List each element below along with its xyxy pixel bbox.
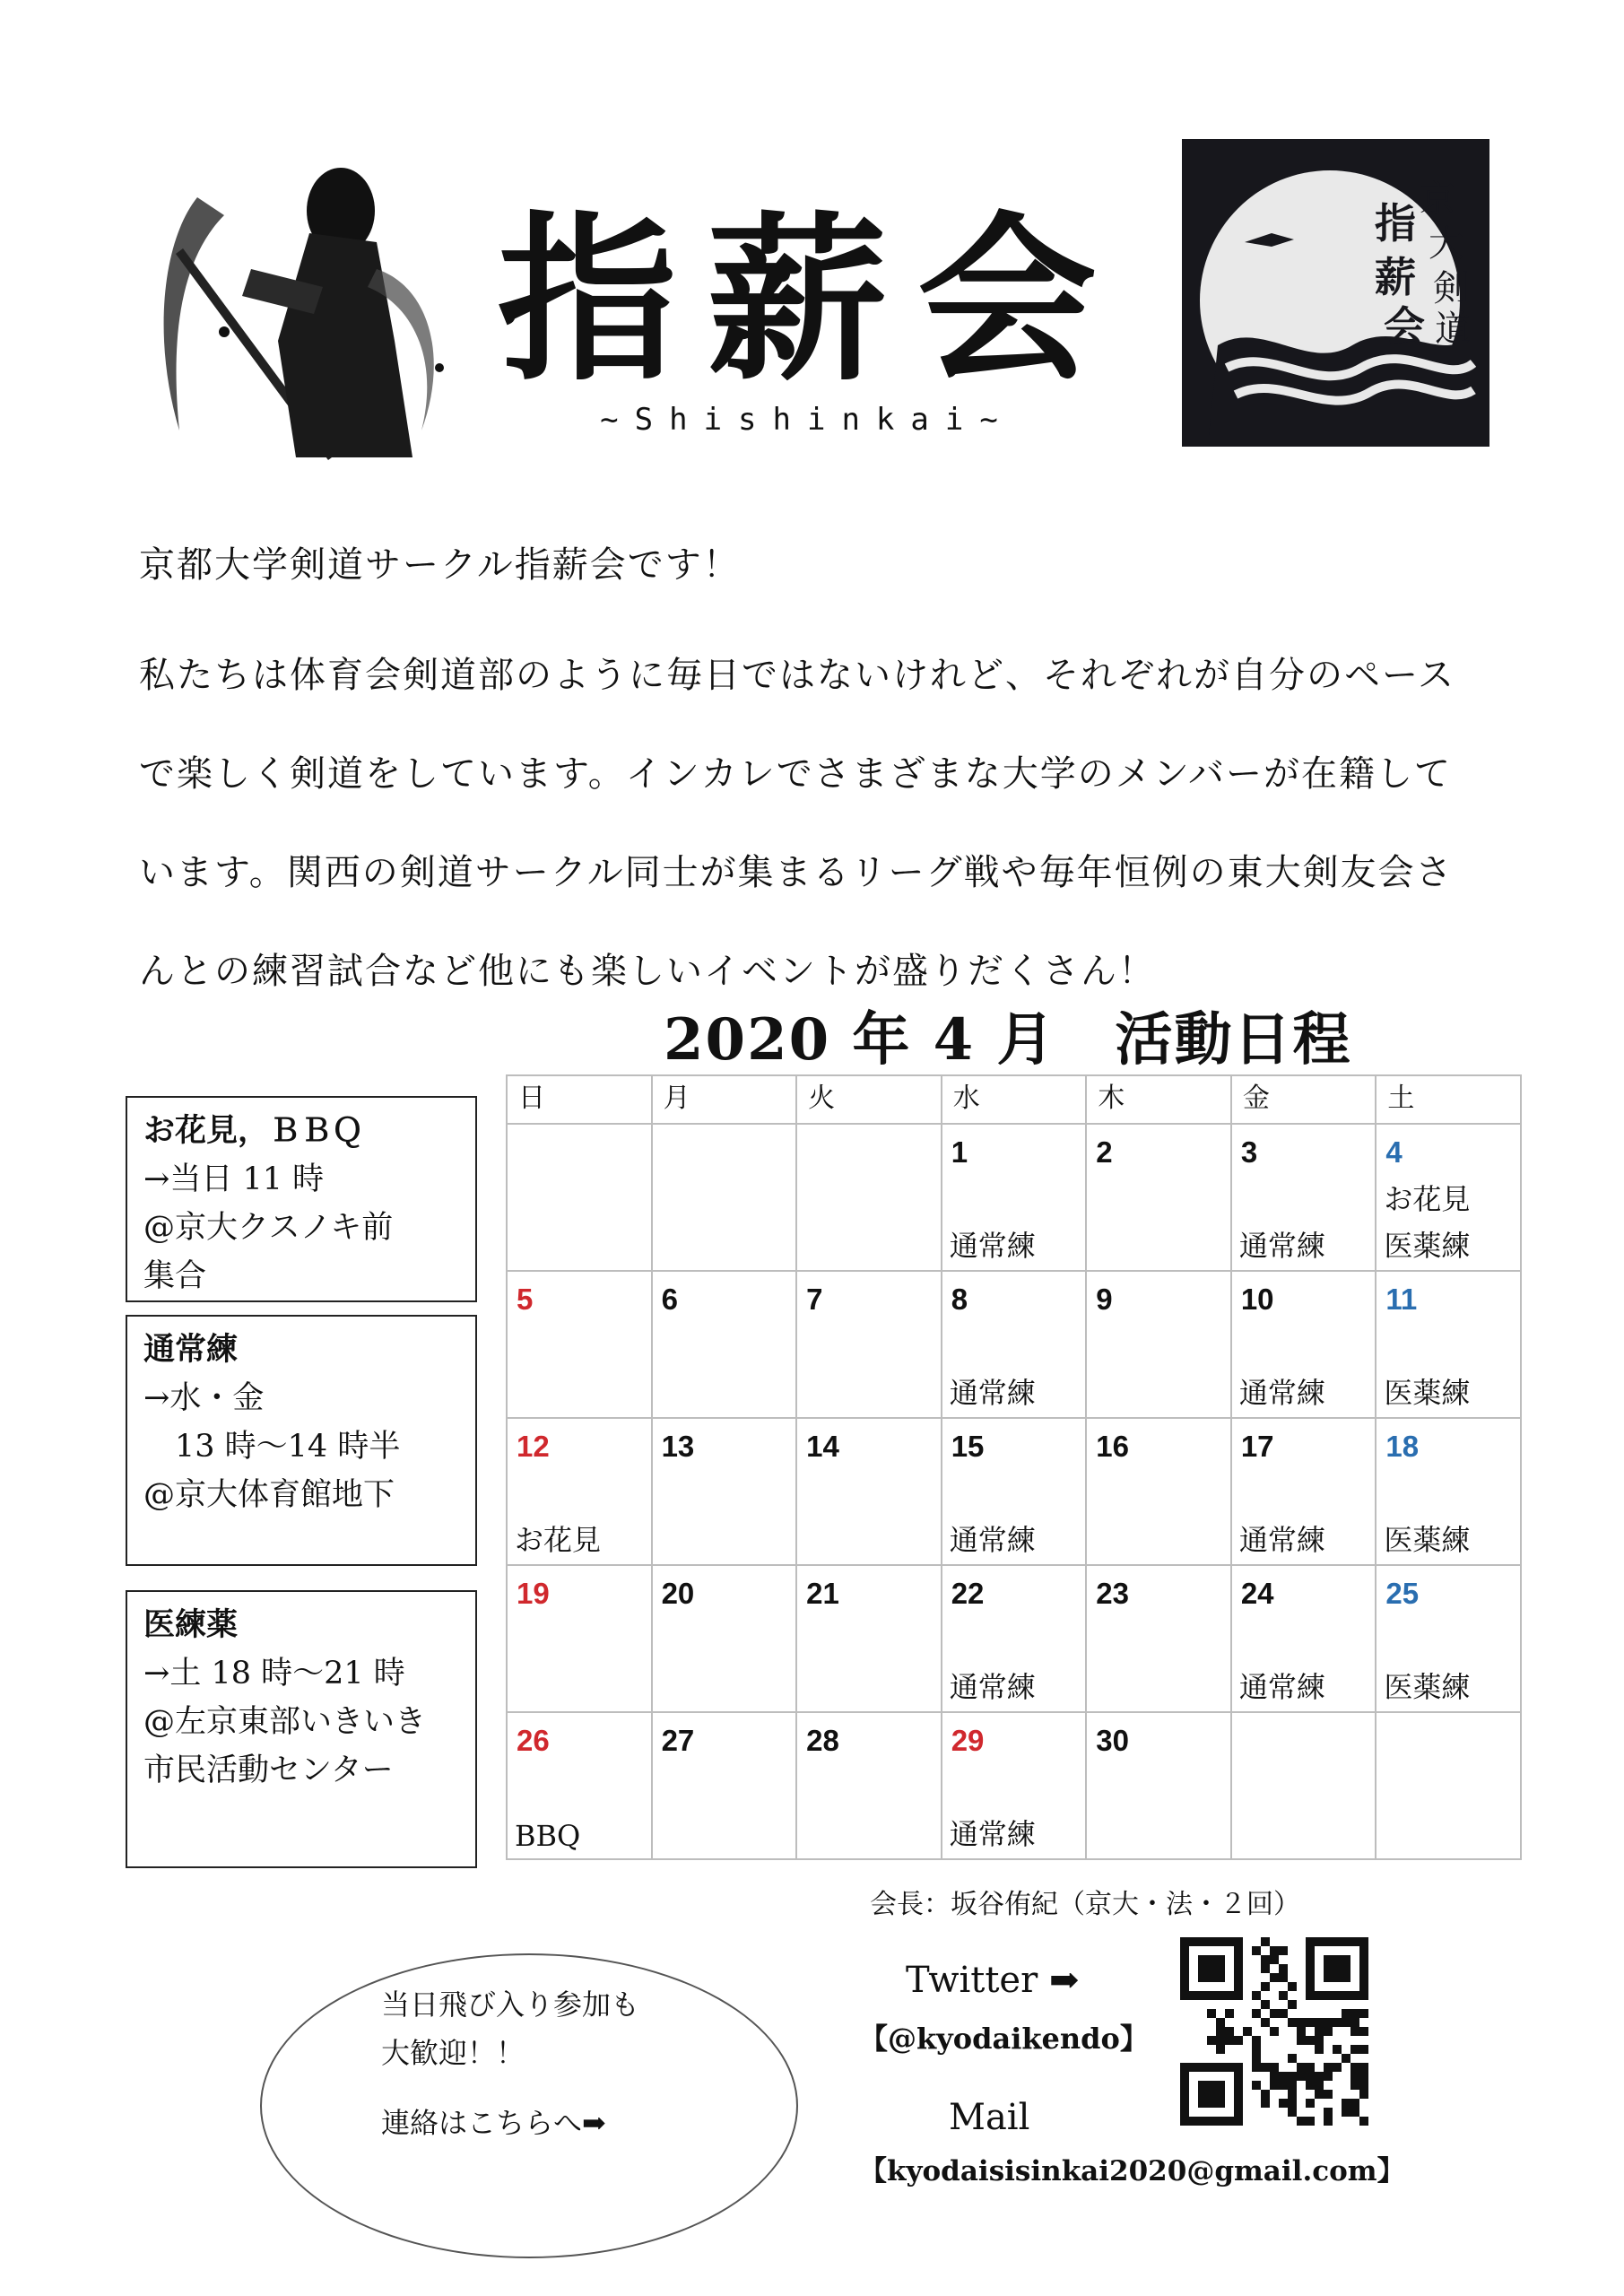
day-event: 医薬練: [1384, 1376, 1471, 1410]
weekday-header: 水: [942, 1075, 1087, 1124]
intro-line: います。関西の剣道サークル同士が集まるリーグ戦や毎年恒例の東大剣友会さ: [139, 852, 1454, 893]
day-event: 通常練: [1238, 1376, 1325, 1410]
info-box-regular: [126, 1315, 477, 1566]
weekday-header: 木: [1086, 1075, 1231, 1124]
info-box-line: @左京東部いきいき: [143, 1704, 427, 1740]
weekday-header: 金: [1231, 1075, 1376, 1124]
day-number: 8: [951, 1283, 968, 1316]
day-number: 30: [1096, 1724, 1129, 1757]
calendar-title: 2020 年 4 月 活動日程: [664, 1006, 1352, 1074]
mail-label: Mail: [949, 2097, 1030, 2138]
day-number: 1: [951, 1135, 968, 1169]
day-number: 28: [806, 1724, 839, 1757]
calendar-day: [942, 1418, 1087, 1565]
calendar-day: [507, 1124, 652, 1271]
day-number: 9: [1096, 1283, 1113, 1316]
calendar-day: [1376, 1418, 1521, 1565]
info-box-line: →当日 11 時: [143, 1161, 325, 1197]
day-number: 11: [1385, 1283, 1418, 1316]
calendar-day: [507, 1565, 652, 1712]
intro-line: で楽しく剣道をしています。インカレでさまざまな大学のメンバーが在籍して: [139, 753, 1452, 795]
calendar-week: [507, 1271, 1521, 1418]
svg-text:京: 京: [1420, 178, 1455, 220]
info-box-title: お花見，ＢＢＱ: [143, 1112, 364, 1149]
day-event: 通常練: [949, 1817, 1036, 1851]
qr-code-icon[interactable]: [1180, 1937, 1368, 2126]
calendar-day: [1376, 1565, 1521, 1712]
svg-text:会: 会: [1384, 302, 1425, 351]
calendar-day: [796, 1565, 942, 1712]
day-number: 21: [806, 1577, 839, 1610]
info-box-line: →水・金: [143, 1380, 265, 1416]
info-box-title: 医練薬: [143, 1606, 239, 1643]
kendoka-illustration: [143, 161, 466, 475]
calendar-day: [1231, 1271, 1376, 1418]
day-event: 医薬練: [1384, 1523, 1471, 1557]
calendar-day: [1086, 1712, 1231, 1859]
day-number: 17: [1240, 1430, 1274, 1463]
calendar-week: [507, 1565, 1521, 1712]
calendar-day: [796, 1418, 942, 1565]
info-box-line: →土 18 時～21 時: [143, 1656, 405, 1692]
calendar-day: [507, 1712, 652, 1859]
intro-text: [139, 529, 1502, 1021]
weekday-header: 日: [507, 1075, 652, 1124]
oval-line: 大歓迎！！: [381, 2036, 525, 2070]
calendar-day: [1376, 1124, 1521, 1271]
info-box-line: @京大クスノキ前: [143, 1210, 394, 1246]
day-number: 3: [1240, 1135, 1258, 1169]
president-name: 会長：坂谷侑紀（京大・法・２回）: [870, 1889, 1300, 1920]
day-number: 15: [951, 1430, 985, 1463]
calendar-day: [942, 1124, 1087, 1271]
svg-text:剣: 剣: [1433, 268, 1469, 309]
day-event: 通常練: [949, 1229, 1036, 1263]
calendar-day: [942, 1712, 1087, 1859]
svg-text:大: 大: [1429, 223, 1464, 265]
day-number: 14: [806, 1430, 839, 1463]
calendar-day: [1086, 1565, 1231, 1712]
day-event: 医薬練: [1384, 1670, 1471, 1704]
day-number: 12: [517, 1430, 550, 1463]
info-box-iyaku: [126, 1590, 477, 1868]
info-box-line: @京大体育館地下: [143, 1477, 395, 1513]
svg-text:指: 指: [1375, 199, 1416, 248]
day-number: 22: [951, 1577, 985, 1610]
emblem-logo-icon: [1182, 139, 1489, 447]
brand-title: 指薪会: [498, 195, 1128, 405]
april-calendar: [506, 1074, 1522, 1860]
day-event: 通常練: [1238, 1670, 1325, 1704]
calendar-day: [796, 1712, 942, 1859]
day-event: BBQ: [515, 1819, 581, 1853]
day-number: 4: [1385, 1135, 1403, 1169]
twitter-handle[interactable]: 【@kyodaikendo】: [859, 2022, 1149, 2056]
calendar-day: [652, 1124, 797, 1271]
info-box-line: 市民活動センター: [143, 1752, 394, 1788]
calendar-day: [796, 1271, 942, 1418]
day-event: お花見: [515, 1523, 602, 1557]
day-number: 23: [1096, 1577, 1129, 1610]
calendar-day: [942, 1271, 1087, 1418]
info-box-line: 集合: [143, 1258, 207, 1294]
day-number: 29: [951, 1724, 985, 1757]
day-number: 26: [517, 1724, 550, 1757]
info-box-hanami: [126, 1096, 477, 1302]
calendar-day: [652, 1418, 797, 1565]
intro-line: 私たちは体育会剣道部のように毎日ではないけれど、それぞれが自分のペース: [139, 655, 1455, 696]
day-number: 10: [1240, 1283, 1274, 1316]
calendar-day: [1086, 1124, 1231, 1271]
calendar-week: [507, 1712, 1521, 1859]
day-event: 通常練: [949, 1523, 1036, 1557]
info-box-title: 通常練: [143, 1331, 239, 1368]
oval-line: 連絡はこちらへ➡: [381, 2106, 606, 2140]
club-emblem: [1182, 139, 1489, 447]
svg-text:道: 道: [1435, 309, 1471, 350]
day-number: 6: [661, 1283, 678, 1316]
day-event: 通常練: [949, 1670, 1036, 1704]
calendar-week: [507, 1418, 1521, 1565]
intro-line: 京都大学剣道サークル指薪会です！: [139, 544, 741, 586]
day-number: 7: [806, 1283, 823, 1316]
day-event: 通常練: [1238, 1523, 1325, 1557]
day-number: 19: [517, 1577, 550, 1610]
twitter-label: Twitter ➡: [906, 1960, 1080, 2001]
day-number: 25: [1385, 1577, 1420, 1610]
calendar-week: [507, 1124, 1521, 1271]
calendar-day: [1376, 1271, 1521, 1418]
day-event: 通常練: [949, 1376, 1036, 1410]
calendar-day: [1231, 1124, 1376, 1271]
calendar-day: [942, 1565, 1087, 1712]
day-number: 16: [1096, 1430, 1129, 1463]
day-number: 20: [661, 1577, 695, 1610]
day-number: 27: [661, 1724, 695, 1757]
calendar-day: [652, 1271, 797, 1418]
weekday-header: 火: [796, 1075, 942, 1124]
calendar-day: [796, 1124, 942, 1271]
info-box-line: 13 時～14 時半: [143, 1429, 401, 1465]
calendar-day: [1376, 1712, 1521, 1859]
weekday-header: 月: [652, 1075, 797, 1124]
svg-text:薪: 薪: [1375, 253, 1416, 301]
oval-line: 当日飛び入り参加も: [381, 1987, 640, 2022]
brand-subtitle: ~Shishinkai~: [600, 402, 1014, 438]
weekday-header: 土: [1376, 1075, 1521, 1124]
calendar-day: [652, 1712, 797, 1859]
calendar-day: [1231, 1418, 1376, 1565]
day-number: 18: [1385, 1430, 1420, 1463]
calendar-day: [507, 1418, 652, 1565]
calendar-day: [1231, 1712, 1376, 1859]
calendar-day: [652, 1565, 797, 1712]
calendar-day: [1231, 1565, 1376, 1712]
day-event: 医薬練: [1384, 1229, 1471, 1263]
mail-address[interactable]: 【kyodaisisinkai2020@gmail.com】: [859, 2155, 1405, 2187]
calendar-day: [1086, 1418, 1231, 1565]
day-number: 5: [517, 1283, 534, 1316]
day-number: 2: [1096, 1135, 1113, 1169]
day-event: お花見: [1384, 1182, 1471, 1216]
day-number: 24: [1240, 1577, 1274, 1610]
intro-line: んとの練習試合など他にも楽しいイベントが盛りだくさん！: [139, 951, 1156, 992]
calendar-day: [1086, 1271, 1231, 1418]
calendar-day: [507, 1271, 652, 1418]
day-number: 13: [661, 1430, 695, 1463]
day-event: 通常練: [1238, 1229, 1325, 1263]
